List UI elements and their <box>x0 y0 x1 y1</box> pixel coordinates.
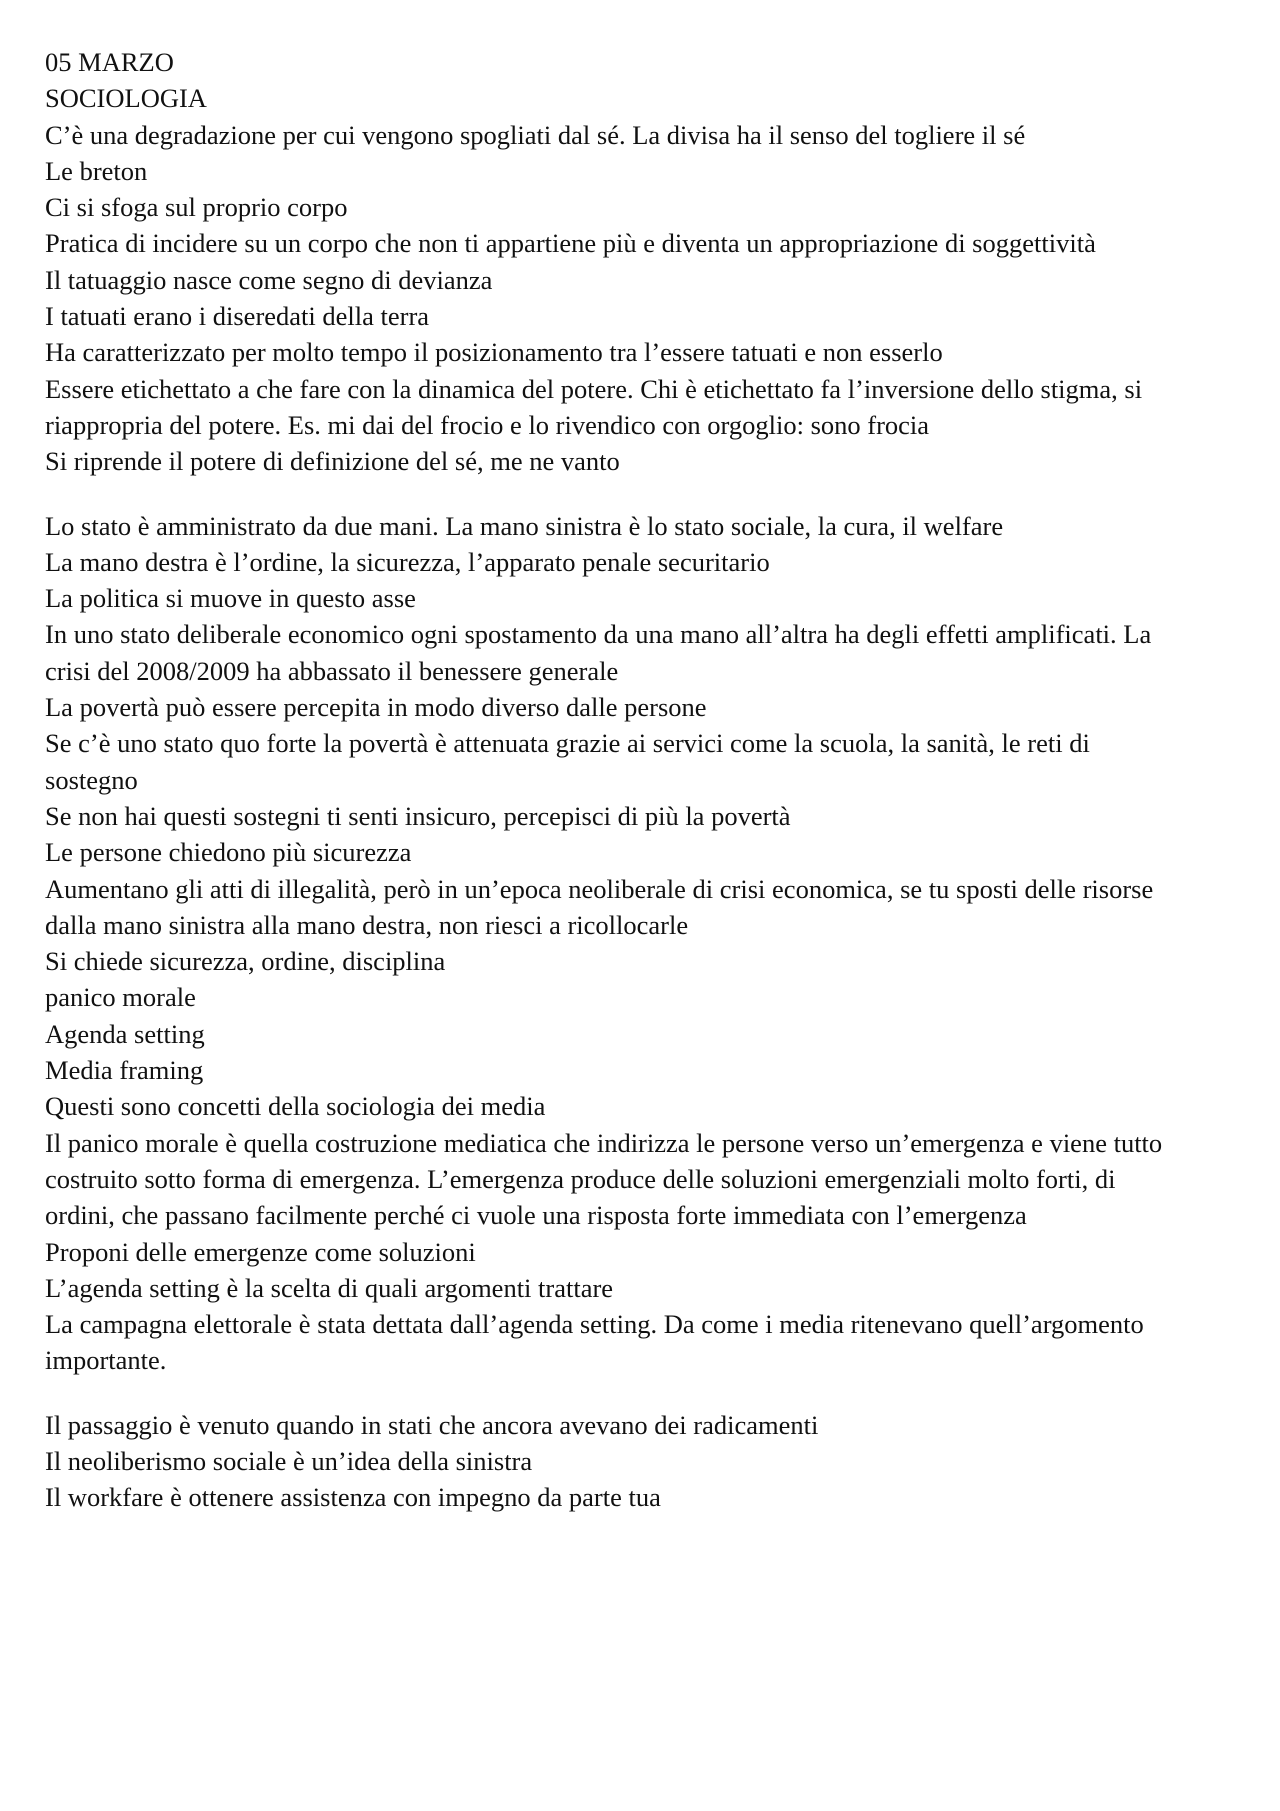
section-3 <box>45 1407 1175 1516</box>
paragraph-line: Il workfare è ottenere assistenza con impegno da parte tua <box>45 1482 661 1513</box>
paragraph-line: Si riprende il potere di definizione del sé, me ne vanto <box>45 446 620 477</box>
document-page <box>45 44 1175 1516</box>
paragraph-line: Le persone chiedono più sicurezza <box>45 837 412 868</box>
section-2 <box>45 508 1175 1379</box>
paragraph-line: Aumentano gli atti di illegalità, però in un’epoca neoliberale di crisi economica, se tu sposti delle risorse dalla mano sinistra alla mano destra, non riesci a ricollocarle <box>45 873 1154 940</box>
section-1 <box>45 117 1175 480</box>
paragraph-line: Si chiede sicurezza, ordine, disciplina <box>45 946 446 977</box>
paragraph-gap <box>45 480 1175 508</box>
document-subject: SOCIOLOGIA <box>45 83 207 114</box>
paragraph-line: panico morale <box>45 982 196 1013</box>
paragraph-line: Il passaggio è venuto quando in stati che ancora avevano dei radicamenti <box>45 1409 819 1440</box>
paragraph-line: C’è una degradazione per cui vengono spogliati dal sé. La divisa ha il senso del togliere il sé <box>45 119 1026 150</box>
paragraph-line: Ha caratterizzato per molto tempo il posizionamento tra l’essere tatuati e non esserlo <box>45 337 943 368</box>
paragraph-line: In uno stato deliberale economico ogni spostamento da una mano all’altra ha degli effetti amplificati. La crisi del 2008/2009 ha abbassato il benessere generale <box>45 619 1152 686</box>
paragraph-line: Se c’è uno stato quo forte la povertà è attenuata grazie ai servici come la scuola, la sanità, le reti di sostegno <box>45 728 1090 795</box>
paragraph-line: Ci si sfoga sul proprio corpo <box>45 192 348 223</box>
paragraph-line: Proponi delle emergenze come soluzioni <box>45 1236 476 1267</box>
paragraph-line: Agenda setting <box>45 1018 205 1049</box>
paragraph-line: La campagna elettorale è stata dettata dall’agenda setting. Da come i media ritenevano quell’argomento importante. <box>45 1309 1144 1376</box>
paragraph-line: La politica si muove in questo asse <box>45 583 416 614</box>
paragraph-line: L’agenda setting è la scelta di quali argomenti trattare <box>45 1272 614 1303</box>
document-date: 05 MARZO <box>45 47 174 77</box>
paragraph-line: Questi sono concetti della sociologia dei media <box>45 1091 546 1122</box>
paragraph-gap <box>45 1379 1175 1407</box>
paragraph-line: Pratica di incidere su un corpo che non ti appartiene più e diventa un appropriazione di soggettività <box>45 228 1096 259</box>
paragraph-line: La mano destra è l’ordine, la sicurezza, l’apparato penale securitario <box>45 546 770 577</box>
paragraph-line: Le breton <box>45 155 148 186</box>
paragraph-line: I tatuati erano i diseredati della terra <box>45 301 430 332</box>
paragraph-line: Il panico morale è quella costruzione mediatica che indirizza le persone verso un’emergenza e viene tutto costruito sotto forma di emergenza. L’emergenza produce delle soluzioni emergenziali molto forti, di ordini, che passano facilmente perché ci vuole una risposta forte immediata con l’emergenza <box>45 1127 1163 1231</box>
paragraph-line: La povertà può essere percepita in modo diverso dalle persone <box>45 692 707 723</box>
paragraph-line: Il tatuaggio nasce come segno di devianza <box>45 264 493 295</box>
paragraph-line: Lo stato è amministrato da due mani. La mano sinistra è lo stato sociale, la cura, il welfare <box>45 510 1004 541</box>
paragraph-line: Media framing <box>45 1055 204 1086</box>
paragraph-line: Il neoliberismo sociale è un’idea della sinistra <box>45 1445 533 1476</box>
paragraph-line: Se non hai questi sostegni ti senti insicuro, percepisci di più la povertà <box>45 800 791 831</box>
paragraph-line: Essere etichettato a che fare con la dinamica del potere. Chi è etichettato fa l’inversione dello stigma, si riappropria del potere. Es. mi dai del frocio e lo rivendico con orgoglio: sono frocia <box>45 373 1143 440</box>
